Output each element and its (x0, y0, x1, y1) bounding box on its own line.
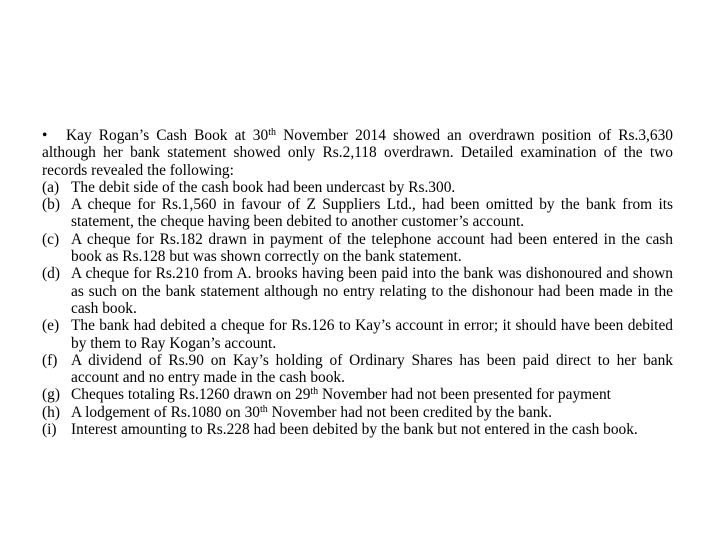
list-item-f (42, 352, 673, 387)
bullet-marker: • (42, 127, 48, 144)
item-marker: (i) (42, 421, 57, 439)
item-text-end: November had not been credited by the bank. (267, 403, 552, 421)
intro-superscript: th (268, 127, 276, 138)
item-text-start: A lodgement of Rs.1080 on 30 (71, 403, 260, 421)
list-item-b (42, 196, 673, 231)
item-text (71, 404, 673, 421)
list-item-h (42, 404, 673, 421)
intro-paragraph (42, 127, 673, 179)
item-text (71, 386, 673, 403)
document-body (42, 127, 673, 438)
item-superscript: th (310, 386, 319, 398)
item-marker: (a) (42, 178, 60, 196)
item-text: Interest amounting to Rs.228 had been debited by the bank but not entered in the cash book. (71, 421, 638, 439)
list-item-g (42, 386, 673, 403)
item-superscript: th (259, 403, 268, 415)
item-text: A cheque for Rs.210 from A. brooks having been paid into the bank was dishonoured and shown as such on the bank statement although no entry relating to the dishonour had been made in the cash book. (71, 265, 673, 317)
intro-text-start: Kay Rogan’s Cash Book at 30 (66, 127, 269, 144)
item-marker: (h) (42, 403, 60, 421)
list-item-d (42, 265, 673, 317)
intro-text-end: November 2014 showed an overdrawn position of Rs.3,630 although her bank statement showed only Rs.2,118 overdrawn. Detailed examination of the two records revealed the following: (42, 127, 673, 179)
list-item-c (42, 231, 673, 266)
item-marker: (b) (42, 196, 60, 214)
list-item-i (42, 421, 673, 438)
item-text: The debit side of the cash book had been undercast by Rs.300. (71, 178, 456, 196)
item-text: The bank had debited a cheque for Rs.126 to Kay’s account in error; it should have been debited by them to Ray Kogan’s account. (71, 317, 673, 352)
item-text: A cheque for Rs.182 drawn in payment of the telephone account had been entered in the cash book as Rs.128 but was shown correctly on the bank statement. (71, 230, 673, 266)
item-marker: (e) (42, 317, 60, 335)
item-marker: (f) (42, 351, 58, 369)
item-marker: (c) (42, 230, 60, 248)
item-text: A dividend of Rs.90 on Kay’s holding of Ordinary Shares has been paid direct to her bank account and no entry made in the cash book. (71, 351, 673, 387)
item-marker: (d) (42, 265, 60, 283)
list-item-a (42, 179, 673, 196)
item-text-start: Cheques totaling Rs.1260 drawn on 29 (71, 386, 311, 404)
item-text: A cheque for Rs.1,560 in favour of Z Suppliers Ltd., had been omitted by the bank from its statement, the cheque having been debited to another customer’s account. (71, 196, 673, 231)
list-item-e (42, 317, 673, 352)
item-text-end: November had not been presented for payment (318, 386, 611, 404)
item-marker: (g) (42, 386, 60, 404)
